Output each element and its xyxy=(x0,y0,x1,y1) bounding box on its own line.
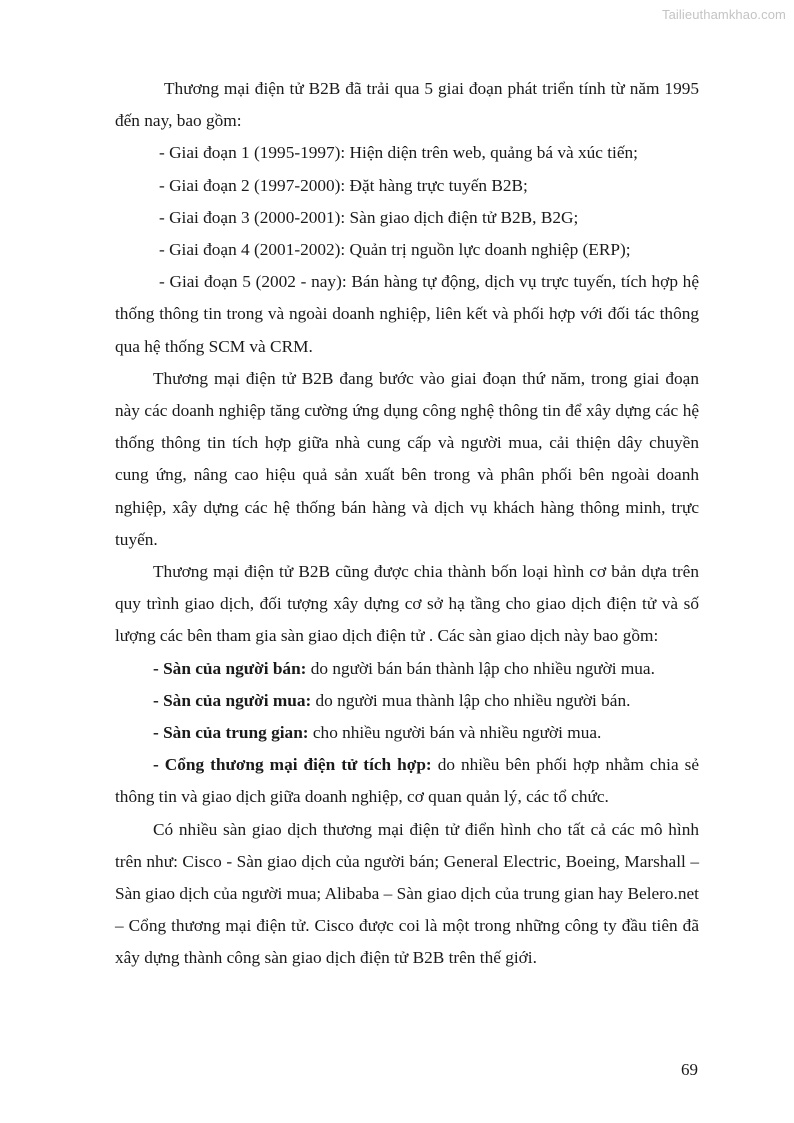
watermark: Tailieuthamkhao.com xyxy=(661,7,786,22)
exchange-term: - Cổng thương mại điện tử tích hợp: xyxy=(153,755,432,775)
exchange-term: - Sàn của người mua: xyxy=(153,690,312,710)
paragraph-exchange-types: Thương mại điện tử B2B cũng được chia thành bốn loại hình cơ bản dựa trên quy trình giao dịch, đối tượng xây dựng cơ sở hạ tầng cho giao dịch điện tử và số lượng các bên tham gia sàn giao dịch điện tử . Các sàn giao dịch này bao gồm: xyxy=(115,562,699,646)
stage-item: - Giai đoạn 3 (2000-2001): Sàn giao dịch điện tử B2B, B2G; xyxy=(159,207,579,227)
exchange-term: - Sàn của người bán: xyxy=(153,658,307,678)
stage-item: - Giai đoạn 1 (1995-1997): Hiện diện trên web, quảng bá và xúc tiến; xyxy=(159,143,638,163)
exchange-desc: do nhiều bên phối hợp nhằm chia sẻ thông tin và giao dịch giữa doanh nghiệp, cơ quan quản lý, các tổ chức. xyxy=(115,755,700,807)
exchange-item-portal xyxy=(115,749,699,813)
exchange-desc: do người bán bán thành lập cho nhiều người mua. xyxy=(306,658,655,678)
stage-item: - Giai đoạn 4 (2001-2002): Quản trị nguồn lực doanh nghiệp (ERP); xyxy=(159,240,631,260)
exchange-desc: do người mua thành lập cho nhiều người bán. xyxy=(311,690,631,710)
exchange-item-seller xyxy=(115,653,699,685)
body-text xyxy=(115,73,699,975)
paragraph-stage-five: Thương mại điện tử B2B đang bước vào giai đoạn thứ năm, trong giai đoạn này các doanh nghiệp tăng cường ứng dụng công nghệ thông tin để xây dựng các hệ thống thông tin tích hợp giữa nhà cung cấp và người mua, cải thiện dây chuyền cung ứng, nâng cao hiệu quả sản xuất bên trong và phân phối bên ngoài doanh nghiệp, xây dựng các hệ thống bán hàng và dịch vụ khách hàng thông minh, trực tuyến. xyxy=(115,368,699,549)
paragraph-examples: Có nhiều sàn giao dịch thương mại điện tử điển hình cho tất cả các mô hình trên như: Cisco - Sàn giao dịch của người bán; General Electric, Boeing, Marshall – Sàn giao dịch của người mua; Alibaba – Sàn giao dịch của trung gian hay Belero.net – Cổng thương mại điện tử. Cisco được coi là một trong những công ty đầu tiên đã xây dựng thành công sàn giao dịch điện tử B2B trên thế giới. xyxy=(115,819,699,968)
exchange-item-intermediary xyxy=(115,717,699,749)
exchange-term: - Sàn của trung gian: xyxy=(153,723,309,743)
page-number: 69 xyxy=(681,1060,698,1079)
intro-paragraph: Thương mại điện tử B2B đã trải qua 5 giai đoạn phát triển tính từ năm 1995 đến nay, bao gồm: xyxy=(115,79,699,131)
exchange-item-buyer xyxy=(115,685,699,717)
exchange-desc: cho nhiều người bán và nhiều người mua. xyxy=(308,723,602,743)
stage-item: - Giai đoạn 2 (1997-2000): Đặt hàng trực tuyến B2B; xyxy=(159,175,528,195)
stage-item: - Giai đoạn 5 (2002 - nay): Bán hàng tự động, dịch vụ trực tuyến, tích hợp hệ thống thông tin trong và ngoài doanh nghiệp, liên kết và phối hợp với đối tác thông qua hệ thống SCM và CRM. xyxy=(115,272,699,356)
